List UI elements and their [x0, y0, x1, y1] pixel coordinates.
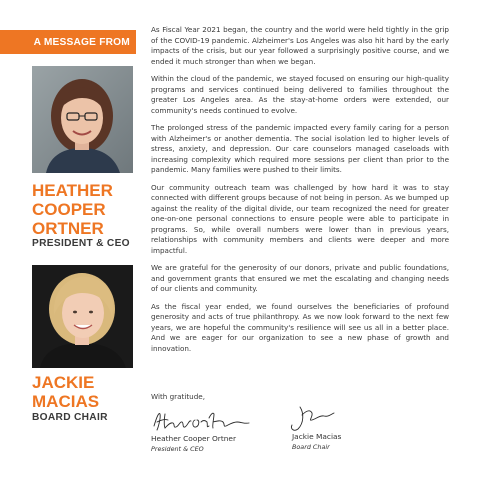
message-from-banner: A MESSAGE FROM	[0, 30, 136, 54]
jackie-portrait-photo	[32, 265, 133, 368]
letter-paragraph: Our community outreach team was challenged by how hard it was to stay connected with different groups because of not being in person. As we bumped up against the reality of the digital divide, our team recognized the need for greater one-on-one personal connections to ensure people were able to participate in programs. So, while overall numbers were lower than in previous years, relationships with community members and clients were deeper and more impactful.	[151, 182, 449, 256]
jackie-signature	[286, 403, 346, 433]
letter-paragraph: Within the cloud of the pandemic, we stayed focused on ensuring our high-quality programs and services continued being delivered to families throughout the greater Los Angeles area. As the stay-at-home orders were extended, our community's needs continued to evolve.	[151, 73, 449, 115]
letter-body	[151, 25, 449, 361]
letter-paragraph: We are grateful for the generosity of our donors, private and public foundations, and government grants that ensured we met the escalating and changing needs of our clients and community.	[151, 263, 449, 294]
heather-signature	[151, 408, 255, 434]
heather-signature-title: President & CEO	[151, 445, 204, 453]
jackie-name: JACKIE MACIAS	[32, 373, 100, 411]
heather-portrait-photo	[32, 66, 133, 173]
jackie-signature-title: Board Chair	[292, 443, 330, 451]
heather-title: PRESIDENT & CEO	[32, 238, 130, 249]
jackie-title: BOARD CHAIR	[32, 412, 108, 423]
heather-name: HEATHER COOPER ORTNER	[32, 181, 113, 238]
letter-paragraph: As the fiscal year ended, we found ourselves the beneficiaries of profound generosity and acts of true philanthropy. As we now look forward to the next few years, we are hopeful the community's resilience will see us all in a better place. And we are eager for our organization to see a new phase of growth and innovation.	[151, 301, 449, 353]
jackie-signature-name: Jackie Macias	[292, 432, 342, 441]
letter-paragraph: As Fiscal Year 2021 began, the country and the world were held tightly in the grip of the COVID-19 pandemic. Alzheimer's Los Angeles was also hit hard by the early impacts of the crisis, but our year followed a surprisingly positive course, and we ended it much stronger than when we began.	[151, 25, 449, 66]
closing-greeting: With gratitude,	[151, 392, 205, 401]
heather-signature-name: Heather Cooper Ortner	[151, 434, 237, 443]
letter-paragraph: The prolonged stress of the pandemic impacted every family caring for a person with Alzheimer's or another dementia. The social isolation led to higher levels of stress, anxiety, and depression. Our care counselors managed caseloads with increasing complexity which required more sessions per client than prior to the pandemic. Many families were pushed to their limits.	[151, 122, 449, 175]
